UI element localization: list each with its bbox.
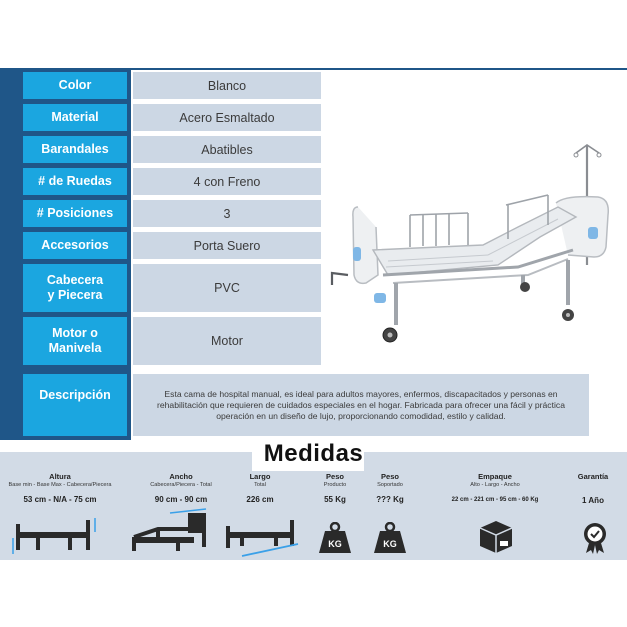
description-text: Esta cama de hospital manual, es ideal para adultos mayores, enfermos, discapacitados y personas en rehabilitación que requieren de cuidados especiales en el hogar. Fabricada para ofrecer una fácil y práctica operación en un diseño de lujo, proporcionando comodidad, estilo y calidad. — [133, 374, 589, 436]
spec-label-ruedas: # de Ruedas — [23, 168, 127, 195]
measure-garantia-value: 1 Año — [582, 496, 604, 505]
spec-value-posiciones: 3 — [133, 200, 321, 227]
measure-largo-value: 226 cm — [246, 495, 274, 504]
spec-label-motor-line2: Manivela — [48, 341, 102, 355]
altura-bed-icon — [10, 512, 100, 556]
hospital-bed-icon — [318, 135, 624, 350]
spec-value-accesorios: Porta Suero — [133, 232, 321, 259]
warranty-badge-icon — [580, 521, 610, 555]
measure-peso-soportado-value: ??? Kg — [376, 495, 404, 504]
spec-label-material: Material — [23, 104, 127, 131]
measure-peso-producto-subtitle: Producto — [323, 482, 347, 488]
measure-peso-soportado-title: Peso — [381, 472, 399, 481]
measure-ancho-subtitle: Cabecera/Piecera - Total — [150, 482, 212, 488]
measure-peso-producto-title: Peso — [326, 472, 344, 481]
top-rule — [0, 68, 627, 70]
measure-garantia-title: Garantía — [577, 472, 609, 481]
measure-peso-soportado-subtitle: Soportado — [377, 482, 403, 488]
spec-value-material: Acero Esmaltado — [133, 104, 321, 131]
weight-kg-label: KG — [328, 539, 342, 549]
spec-value-ruedas: 4 con Freno — [133, 168, 321, 195]
measure-altura-title: Altura — [49, 472, 71, 481]
weight-kg-icon — [318, 522, 352, 554]
spec-label-accesorios: Accesorios — [23, 232, 127, 259]
measure-garantia-subtitle — [565, 482, 621, 489]
measure-largo-title: Largo — [249, 472, 271, 481]
measure-altura-subtitle: Base min - Base Max - Cabecera/Piecera — [8, 482, 112, 488]
measure-altura-value: 53 cm - N/A - 75 cm — [23, 495, 97, 504]
measure-ancho-title: Ancho — [169, 472, 193, 481]
hospital-bed-image — [318, 135, 624, 350]
spec-label-motor-line1: Motor o — [52, 326, 98, 340]
spec-label-cabecera — [23, 264, 127, 312]
measure-empaque — [430, 472, 560, 503]
spec-value-cabecera: PVC — [133, 264, 321, 312]
ancho-bed-icon — [128, 507, 218, 555]
measure-peso-producto — [305, 472, 365, 504]
largo-bed-icon — [222, 510, 304, 558]
spec-value-barandales: Abatibles — [133, 136, 321, 163]
measure-garantia — [565, 472, 621, 505]
spec-label-posiciones: # Posiciones — [23, 200, 127, 227]
spec-label-barandales: Barandales — [23, 136, 127, 163]
measure-empaque-subtitle: Alto - Largo - Ancho — [470, 482, 520, 488]
measure-ancho-value: 90 cm - 90 cm — [154, 495, 208, 504]
spec-value-color: Blanco — [133, 72, 321, 99]
spec-label-color: Color — [23, 72, 127, 99]
description-label: Descripción — [23, 374, 127, 436]
weight-supported-kg-icon — [373, 522, 407, 554]
measure-empaque-title: Empaque — [478, 472, 512, 481]
measure-altura — [0, 472, 120, 504]
measure-peso-soportado — [360, 472, 420, 504]
measure-empaque-value: 22 cm - 221 cm - 95 cm - 60 Kg — [451, 497, 539, 503]
package-box-icon — [478, 519, 514, 555]
measure-ancho — [122, 472, 240, 504]
spec-label-cabecera-line1: Cabecera — [46, 273, 104, 287]
spec-value-motor: Motor — [133, 317, 321, 365]
measure-peso-producto-value: 55 Kg — [324, 495, 346, 504]
spec-label-cabecera-line2: y Piecera — [47, 288, 103, 302]
weight-supported-kg-label: KG — [383, 539, 397, 549]
medidas-title: Medidas — [263, 440, 364, 467]
spec-label-motor — [23, 317, 127, 365]
measure-largo-subtitle: Total — [254, 482, 266, 488]
measure-largo — [228, 472, 292, 504]
